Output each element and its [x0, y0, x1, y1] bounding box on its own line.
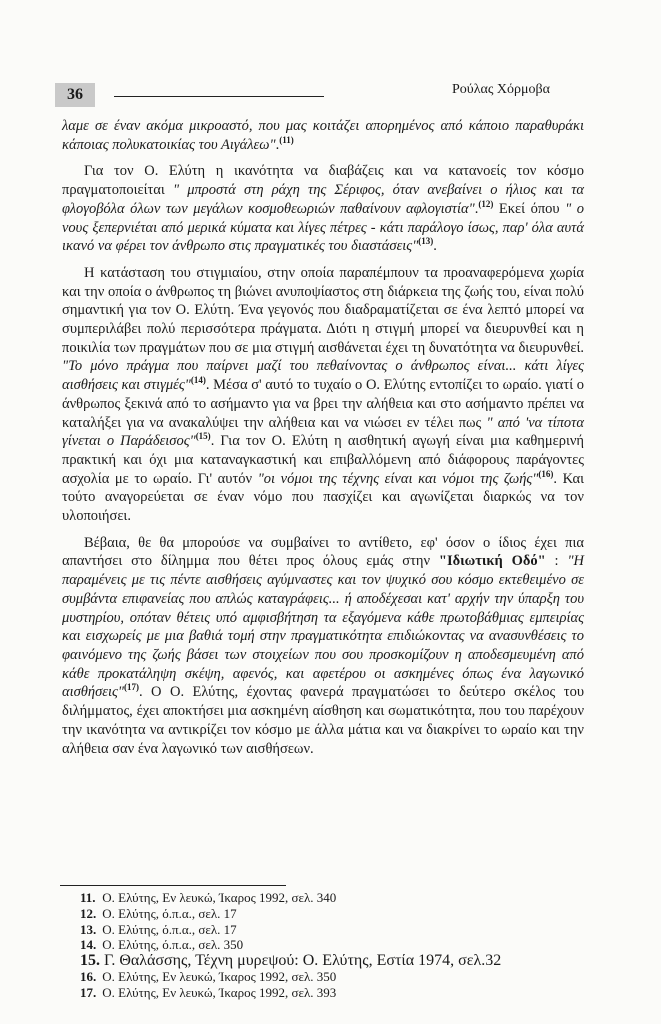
- text-run: "οι νόμοι της τέχνης είναι και νόμοι της ζωής": [257, 470, 539, 487]
- footnote-text: Ο. Ελύτης, Εν λευκώ, Ίκαρος 1992, σελ. 350: [102, 969, 337, 985]
- footnote-ref: (15): [195, 431, 211, 442]
- footnote-number: 15.: [80, 952, 100, 970]
- paragraph: [62, 162, 584, 256]
- text-run: λαμε σε έναν ακόμα μικροαστό, που μας κοιτάζει απορημένος από κάποιο παραθυράκι κάποιας πολυκατοικίας του Αιγάλεω": [62, 118, 584, 153]
- text-run: :: [545, 553, 568, 570]
- text-run: " μπροστά στη ράχη της Σέριφος, όταν ανεβαίνει ο ήλιος και τα φλογοβόλα όλων των μεγάλων κοσμοθεωριών παθαίνουν αφλογιστία": [62, 182, 584, 217]
- footnote-ref: (12): [478, 198, 494, 209]
- text-run: .: [474, 200, 479, 217]
- text-run: Για τον Ο. Ελύτη η ικανότητα να διαβάζεις και να κατανοείς τον κόσμο πραγματοποιείται: [62, 163, 584, 199]
- footnote-number: 16.: [80, 969, 97, 985]
- text-run: . Μέσα σ' αυτό το τυχαίο ο Ο. Ελύτης εντοπίζει το ωραίο. γιατί ο άνθρωπος ξεκινά από το ασήμαντο για να βρει την αλήθεια και στο ασήμαντο πρέπει να καταλήξει για να ανακαλύψει την αλήθεια και να νιώσει εν τέλει πως: [62, 377, 585, 431]
- footnote-ref: (13): [418, 236, 434, 247]
- footnote-number: 13.: [80, 921, 97, 937]
- text-run: "Ιδιωτική Οδό": [438, 553, 546, 570]
- footnote: [80, 890, 600, 906]
- text-run: "Η παραμένεις με τις πέντε αισθήσεις αγύμναστες και τον ψυχικό σου κόσμο εκτεθειμένο σε συμβάντα επιφανείας που απλώς καταγράφεις... ή αποδέχεσαι κατ' αρχήν την ύπαρξη του μυστηρίου, οπόταν θέτεις υπό αμφισβήτηση τα εξαγόμενα κάθε πρωτοβάθμιας εμπειρίας και εισχωρείς με μια βαθιά τομή στην πραγματικότητα επιδιώκοντας να ανασυνθέσεις το φαινόμενο της ζωής βάσει των στοιχείων που σου προσκομίζουν η αποδεσμευμένη από κάθε προκατάληψη σκέψη, αφενός, και αφετέρου οι ασκημένες όπως ένα λαγωνικό αισθήσεις": [62, 553, 584, 701]
- footnote-text: Ο. Ελύτης, ό.π.α., σελ. 17: [102, 921, 237, 937]
- text-run: Εκεί όπου: [493, 200, 566, 217]
- footnote-number: 14.: [80, 937, 97, 953]
- footnote-number: 11.: [80, 890, 96, 905]
- paragraph: [62, 117, 584, 154]
- footnote-text: Ο. Ελύτης, ό.π.α., σελ. 350: [102, 937, 244, 953]
- footnote-ref: (17): [123, 682, 139, 693]
- footnote-text: Γ. Θαλάσσης, Τέχνη μυρεψού: Ο. Ελύτης, Εστία 1974, σελ.32: [104, 952, 502, 970]
- text-run: . Και τούτο αναγορεύεται σε έναν νόμο που πασχίζει και αγωνίζεται διαρκώς να τον υλοποιήσει.: [62, 470, 585, 525]
- body-text: [62, 117, 584, 758]
- footnote: [80, 969, 600, 985]
- footnote: [80, 985, 600, 1001]
- footnote-text: Ο. Ελύτης, Εν λευκώ, Ίκαρος 1992, σελ. 340: [102, 890, 337, 905]
- paragraph: [62, 264, 584, 526]
- text-run: .: [433, 238, 437, 255]
- text-run: " ο νους ξεπερνιέται από μερικά κύματα και λίγες πέτρες - κάτι παράλογο ίσως, παρ' όλα αυτά ικανό να φέρει τον άνθρωπο στις πραγματικές του διαστάσεις": [62, 200, 585, 255]
- text-run: "Το μόνο πράγμα που παίρνει μαζί του πεθαίνοντας ο άνθρωπος είναι... κάτι λίγες αισθήσεις και στιγμές": [62, 358, 584, 394]
- footnote-rule: [60, 885, 286, 886]
- paragraph: [62, 534, 584, 758]
- footnote: [80, 922, 600, 938]
- footnote: [80, 906, 600, 922]
- text-run: Η κατάσταση του στιγμιαίου, στην οποία παραπέμπουν τα προαναφερόμενα χωρία και την οποία ο άνθρωπος τη βιώνει ανυποψίαστος στη διάρκεια της ζωής του, είναι πολύ σημαντική για τον Ο. Ελύτη. Ένα γεγονός που διαδραματίζεται σε ένα λεπτό μπορεί να συμπεριλάβει πολύ περισσότερα πράγματα. Διότι η στιγμή μπορεί να διευρυνθεί και η ποικιλία των πραγμάτων που σε μια στιγμή αισθάνεται έχει τη δυνατότητα να διευρυνθεί.: [62, 264, 584, 356]
- text-run: " από 'να τίποτα γίνεται ο Παράδεισος": [62, 414, 584, 450]
- footnote: [80, 937, 600, 953]
- footnote-ref: (14): [190, 375, 206, 386]
- running-head: Ρούλας Χόρμοβα: [452, 82, 550, 97]
- page-number: 36: [55, 83, 95, 107]
- footnote-number: 12.: [80, 905, 97, 921]
- text-run: . Ο Ο. Ελύτης, έχοντας φανερά πραγματώσει το δεύτερο σκέλος του διλήμματος, έχει αποκτήσει μια ασκημένη αίσθηση και σωματικότητα, που του παρέχουν την ικανότητα να αντικρίζει τον κόσμο με άλλα μάτια και να διακρίνει το ωραίο και την αλήθεια σαν ένα λαγωνικό των αισθήσεων.: [62, 684, 584, 757]
- footnote-number: 17.: [80, 984, 97, 1000]
- footnote-text: Ο. Ελύτης, ό.π.α., σελ. 17: [102, 905, 237, 921]
- footnotes: [80, 890, 600, 1001]
- text-run: .: [275, 136, 280, 153]
- footnote-ref: (16): [538, 468, 554, 479]
- footnote-text: Ο. Ελύτης, Εν λευκώ, Ίκαρος 1992, σελ. 393: [102, 984, 337, 1000]
- text-run: . Για τον Ο. Ελύτη η αισθητική αγωγή είναι μια καθημερινή πρακτική και όχι μια καταναγκαστική και επιβαλλόμενη από διάφορους παράγοντες ασχολία με το ωραίο. Γι' αυτόν: [62, 433, 584, 487]
- text-run: Βέβαια, θε θα μπορούσε να συμβαίνει το αντίθετο, εφ' όσον ο ίδιος έχει πια απαντήσει στο δίλημμα που θέτει προς όλους εμάς στην: [62, 534, 584, 570]
- header-rule: [114, 96, 324, 97]
- footnote-ref: (11): [279, 134, 294, 145]
- footnote: [80, 953, 600, 969]
